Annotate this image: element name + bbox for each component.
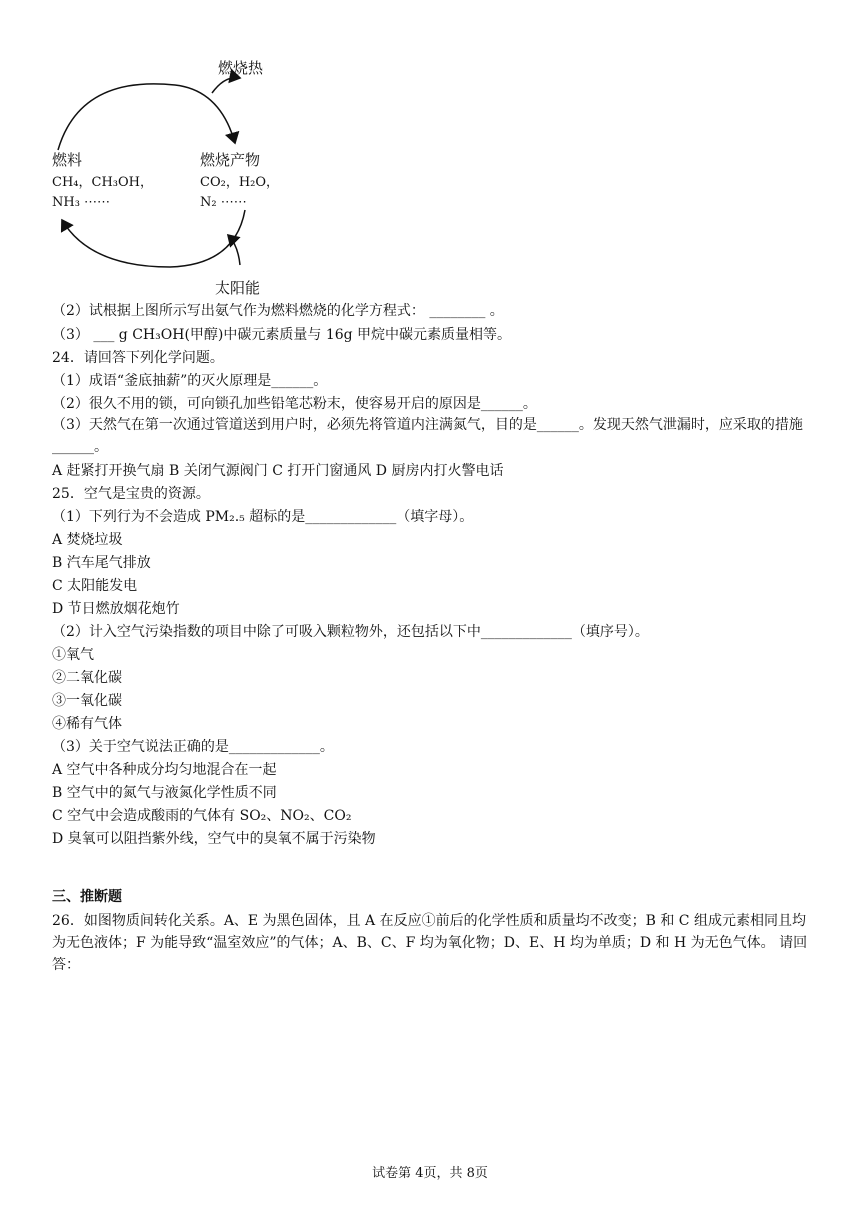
page-footer: 试卷第 4页，共 8页 [372,1166,488,1181]
q24-stem: 24．请回答下列化学问题。 [52,350,224,366]
q25-3-c: C 空气中会造成酸雨的气体有 SO₂、NO₂、CO₂ [52,808,352,824]
fuel-line-2: NH₃ ⋯⋯ [52,195,111,210]
q25-1-b: B 汽车尾气排放 [52,555,151,571]
solar-label: 太阳能 [215,279,261,297]
q23-2: （2）试根据上图所示写出氨气作为燃料燃烧的化学方程式： ________ 。 [52,303,504,319]
product-title: 燃烧产物 [200,151,261,169]
section-title: 三、推断题 [52,889,122,905]
q24-1: （1）成语“釜底抽薪”的灭火原理是______。 [52,373,328,389]
q24-2: （2）很久不用的锁，可向锁孔加些铅笔芯粉末，使容易开启的原因是______。 [52,396,537,412]
q25-3-d: D 臭氧可以阻挡紫外线，空气中的臭氧不属于污染物 [52,831,376,847]
q25-1-c: C 太阳能发电 [52,578,138,594]
q25-stem: 25．空气是宝贵的资源。 [52,486,210,502]
heat-label: 燃烧热 [218,59,264,77]
q25-3: （3）关于空气说法正确的是_____________。 [52,739,334,755]
q25-2: （2）计入空气污染指数的项目中除了可吸入颗粒物外，还包括以下中_____________（填序号）。 [52,624,649,640]
q25-1: （1）下列行为不会造成 PM₂.₅ 超标的是_____________（填字母）。 [52,509,474,525]
fuel-cycle-diagram [40,45,300,300]
q25-2-opt4: ④稀有气体 [52,716,122,732]
q24-3: （3）天然气在第一次通过管道送到用户时，必须先将管道内注满氮气，目的是______。发现天然气泄漏时，应采取的措施______。 [52,417,803,455]
fuel-line-1: CH₄，CH₃OH， [52,175,153,190]
q25-1-a: A 焚烧垃圾 [52,532,123,548]
q25-2-opt1: ①氧气 [52,647,94,663]
q25-2-opt2: ②二氧化碳 [52,670,122,686]
q25-2-opt3: ③一氧化碳 [52,693,122,709]
q25-1-d: D 节日燃放烟花炮竹 [52,601,180,617]
q24-options: A 赶紧打开换气扇 B 关闭气源阀门 C 打开门窗通风 D 厨房内打火警电话 [52,463,504,479]
fuel-title: 燃料 [52,151,83,169]
q25-3-a: A 空气中各种成分均匀地混合在一起 [52,762,277,778]
q23-3: （3） ___ g CH₃OH(甲醇)中碳元素质量与 16g 甲烷中碳元素质量相等。 [52,327,512,343]
q26-stem: 26．如图物质间转化关系。A、E 为黑色固体，且 A 在反应①前后的化学性质和质量均不改变；B 和 C 组成元素相同且均为无色液体；F 为能导致“温室效应”的气体；A、B、C、F 均为氧化物；D、E、H 均为单质；D 和 H 为无色气体。 请回答： [52,913,808,973]
product-line-2: N₂ ⋯⋯ [200,195,247,210]
product-line-1: CO₂，H₂O， [200,175,280,190]
q25-3-b: B 空气中的氮气与液氮化学性质不同 [52,785,277,801]
